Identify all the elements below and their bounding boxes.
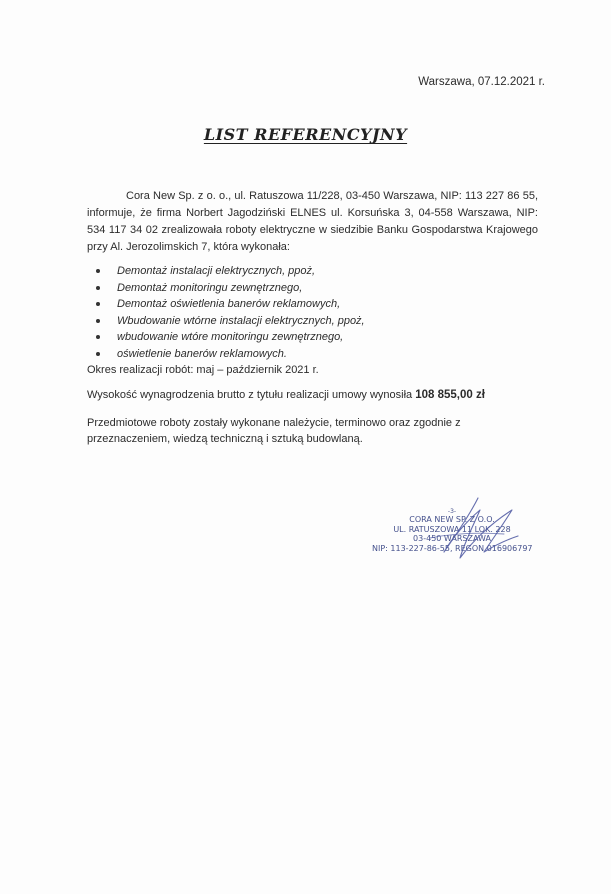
bullet-icon [96,335,100,339]
list-item [87,296,507,312]
bullet-icon [96,302,100,306]
stamp-registry: NIP: 113-227-86-55, REGON 016906797 [372,543,533,553]
list-item [87,280,507,296]
work-item-text: wbudowanie wtóre monitoringu zewnętrznego, [117,331,344,343]
stamp-city: 03-450 WARSZAWA [413,534,491,543]
letter-title: LIST REFERENCYJNY [203,125,408,144]
list-item [87,263,507,279]
company-stamp [372,508,532,564]
work-item-text: oświetlenie banerów reklamowych. [117,347,287,360]
bullet-icon [96,286,100,290]
list-item [87,346,507,362]
salary-statement [87,389,547,401]
list-item [87,329,507,345]
letter-date: Warszawa, 07.12.2021 r. [418,76,545,88]
salary-text: Wysokość wynagrodzenia brutto z tytułu realizacji umowy wynosiła [87,389,413,401]
works-list [87,263,507,362]
work-item-text: Wbudowanie wtórne instalacji elektrycznych, ppoż, [117,314,365,327]
stamp-company-name: CORA NEW SP. Z O.O. [409,515,495,524]
stamp-number: -3- [447,508,457,515]
bullet-icon [96,352,100,356]
intro-text: Cora New Sp. z o. o., ul. Ratuszowa 11/228, 03-450 Warszawa, NIP: 113 227 86 55, informuje, że firma Norbert Jagodziński ELNES ul. Korsuńska 3, 04-558 Warszawa, NIP: 534 117 34 02 zrealizowała roboty elektryczne w siedzibie Banku Gospodarstwa Krajowego przy Al. Jerozolimskich 7, która wykonała: [87,190,538,253]
bullet-icon [96,319,100,323]
intro-paragraph [87,188,538,256]
closing-paragraph: Przedmiotowe roboty zostały wykonane należycie, terminowo oraz zgodnie z przeznaczeniem, wiedzą techniczną i sztuką budowlaną. [87,417,461,445]
work-item-text: Demontaż monitoringu zewnętrznego, [117,281,303,294]
salary-amount: 108 855,00 zł [415,389,485,401]
list-item [87,313,507,329]
work-item-text: Demontaż instalacji elektrycznych, ppoż, [117,265,316,277]
work-item-text: Demontaż oświetlenia banerów reklamowych, [117,298,341,310]
bullet-icon [96,269,100,273]
stamp-address: UL. RATUSZOWA 11 LOK. 228 [393,524,511,534]
realization-period: Okres realizacji robót: maj – październik 2021 r. [87,364,319,376]
